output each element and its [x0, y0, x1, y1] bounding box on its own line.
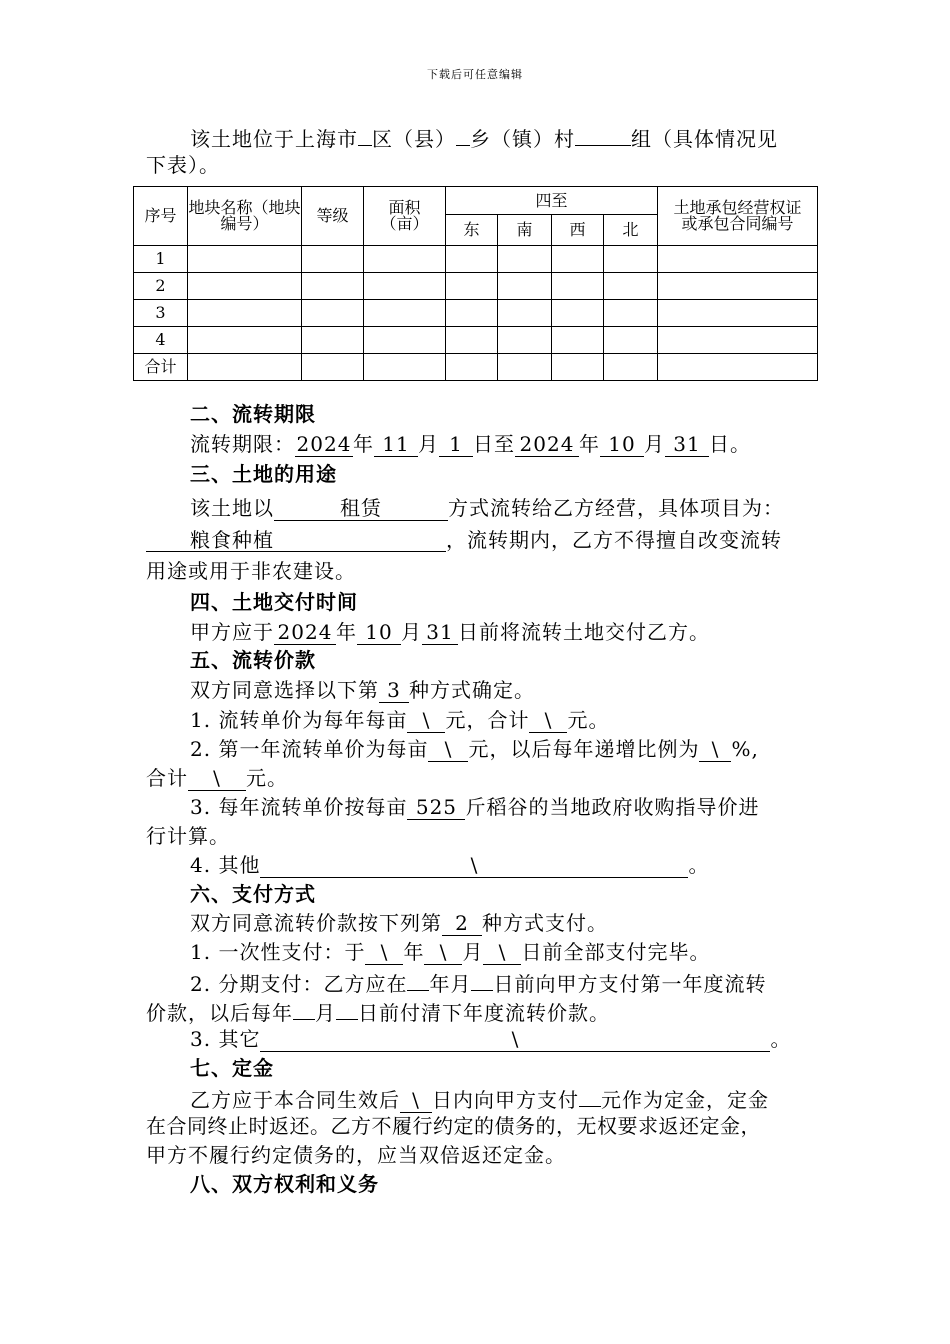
pay1-year: \	[365, 941, 403, 965]
delivery-text-a: 甲方应于	[190, 620, 274, 644]
deposit-amount-blank	[579, 1083, 601, 1107]
row-index: 2	[134, 273, 188, 300]
usage-text-c: ，流转期内，乙方不得擅自改变流转	[446, 528, 782, 552]
table-row	[134, 300, 818, 327]
pay2-text-a: 2. 分期支付：乙方应在	[190, 972, 408, 996]
col-header-area: 面积（亩）	[364, 187, 446, 246]
col-header-north: 北	[604, 215, 658, 246]
section-6-title: 六、支付方式	[190, 882, 316, 906]
pay1-text-b: 日前全部支付完毕。	[521, 940, 711, 964]
end-day: 31	[665, 433, 709, 457]
payment-choice: 2	[442, 912, 482, 936]
project-name: 粮食种植	[146, 529, 446, 552]
pay2-text-e: 月	[315, 1001, 336, 1025]
table-row	[134, 273, 818, 300]
township-blank	[456, 122, 470, 146]
usage-text-b: 方式流转给乙方经营，具体项目为：	[448, 496, 784, 520]
t-year: 年	[353, 432, 374, 456]
opt3-text-a: 3. 每年流转单价按每亩	[190, 795, 408, 819]
section-7-title: 七、定金	[190, 1056, 274, 1080]
start-day: 1	[439, 433, 473, 457]
opt3-rice-amount: 525	[407, 796, 465, 820]
t-day-to: 日至	[473, 432, 515, 456]
deposit-text-b: 日内向甲方支付	[432, 1088, 579, 1112]
opt2-increase-rate: \	[699, 738, 731, 762]
transfer-mode: 租赁	[274, 497, 448, 521]
t-year: 年	[579, 432, 600, 456]
pay3-text-b: 。	[770, 1027, 792, 1051]
start-month: 11	[374, 433, 418, 457]
intro-line-1	[190, 122, 778, 153]
t-month: 月	[418, 432, 439, 456]
row-index: 3	[134, 300, 188, 327]
t-month: 月	[644, 432, 665, 456]
deposit-text-c: 元作为定金，定金	[601, 1088, 769, 1112]
term-line	[190, 430, 751, 458]
usage-line-2	[146, 526, 782, 554]
row-index: 1	[134, 246, 188, 273]
deposit-line-2: 在合同终止时返还。乙方不履行约定的债务的，无权要求返还定金，	[146, 1114, 761, 1138]
opt1-total: \	[529, 709, 567, 733]
price-option-3	[190, 793, 759, 821]
price-option-3-cont: 行计算。	[146, 824, 230, 848]
price-choice-line	[190, 676, 535, 704]
opt1-text-b: 元，合计	[445, 708, 530, 732]
payment-text-b: 种方式支付。	[482, 911, 608, 935]
usage-line-1	[190, 494, 784, 522]
pay2-text-d: 价款，以后每年	[146, 1001, 293, 1025]
opt3-text-b: 斤稻谷的当地政府收购指导价进	[465, 795, 760, 819]
section-4-title: 四、土地交付时间	[190, 590, 358, 614]
t-day-end: 日。	[709, 432, 751, 456]
table-row	[134, 246, 818, 273]
land-table	[133, 186, 818, 381]
table-row	[134, 327, 818, 354]
intro-text-b: 区（县）	[372, 127, 456, 151]
price-text-a: 双方同意选择以下第	[190, 678, 379, 702]
section-5-title: 五、流转价款	[190, 648, 316, 672]
table-row-total	[134, 354, 818, 381]
intro-line-2: 下表）。	[146, 153, 220, 177]
deposit-line-1	[190, 1083, 769, 1114]
pay2-year-blank	[407, 967, 429, 991]
payment-text-a: 双方同意流转价款按下列第	[190, 911, 442, 935]
row-index: 4	[134, 327, 188, 354]
t-year: 年	[336, 620, 357, 644]
col-header-plot-name: 地块名称（地块编号）	[188, 187, 302, 246]
delivery-month: 10	[357, 621, 401, 645]
delivery-year: 2024	[274, 621, 336, 645]
section-8-title: 八、双方权利和义务	[190, 1172, 379, 1196]
term-label: 流转期限：	[190, 432, 295, 456]
pay2-month-blank	[293, 996, 315, 1020]
payment-option-1	[190, 938, 710, 966]
col-header-boundaries: 四至	[446, 187, 658, 215]
t-month: 月	[401, 620, 422, 644]
page-header: 下载后可任意编辑	[427, 68, 523, 81]
payment-option-3	[190, 1025, 791, 1053]
col-header-grade: 等级	[302, 187, 364, 246]
price-text-b: 种方式确定。	[409, 678, 535, 702]
district-blank	[358, 122, 372, 146]
usage-text-a: 该土地以	[190, 496, 274, 520]
group-blank	[575, 122, 631, 146]
pay3-other: \	[260, 1028, 770, 1052]
opt2-unit-price: \	[428, 738, 468, 762]
intro-text-a: 该土地位于上海市	[190, 127, 358, 151]
price-option-4	[190, 851, 709, 879]
col-header-certificate: 土地承包经营权证或承包合同编号	[658, 187, 818, 246]
col-header-index: 序号	[134, 187, 188, 246]
section-2-title: 二、流转期限	[190, 402, 316, 426]
pay2-day-blank	[471, 967, 493, 991]
opt4-text-b: 。	[688, 853, 710, 877]
payment-choice-line	[190, 909, 608, 937]
pay2-text-f: 日前付清下年度流转价款。	[358, 1001, 610, 1025]
opt2-text-e: 元。	[246, 766, 288, 790]
pay1-month: \	[424, 941, 462, 965]
opt2-total: \	[188, 767, 246, 791]
pay1-day: \	[483, 941, 521, 965]
opt2-text-c: %,	[731, 737, 759, 761]
end-month: 10	[600, 433, 644, 457]
col-header-east: 东	[446, 215, 498, 246]
opt1-text-a: 1. 流转单价为每年每亩	[190, 708, 408, 732]
col-header-west: 西	[552, 215, 604, 246]
payment-option-2-cont	[146, 996, 610, 1027]
col-header-south: 南	[498, 215, 552, 246]
opt4-text-a: 4. 其他	[190, 853, 261, 877]
pay3-text-a: 3. 其它	[190, 1027, 261, 1051]
end-year: 2024	[515, 433, 579, 457]
pay2-text-b: 年月	[429, 972, 472, 996]
pay2-text-c: 日前向甲方支付第一年度流转	[493, 972, 767, 996]
opt2-text-a: 2. 第一年流转单价为每亩	[190, 737, 429, 761]
price-option-2	[190, 735, 759, 763]
delivery-text-b: 日前将流转土地交付乙方。	[458, 620, 710, 644]
pay1-t-year: 年	[403, 940, 425, 964]
pay2-day-blank-2	[336, 996, 358, 1020]
price-choice: 3	[379, 679, 409, 703]
usage-line-3: 用途或用于非农建设。	[146, 559, 356, 583]
pay1-text-a: 1. 一次性支付：于	[190, 940, 366, 964]
start-year: 2024	[296, 432, 352, 456]
price-option-2-cont	[146, 764, 288, 792]
section-3-title: 三、土地的用途	[190, 462, 337, 486]
pay1-t-month: 月	[462, 940, 484, 964]
row-total-label: 合计	[134, 354, 188, 381]
intro-text-c: 乡（镇）村	[470, 127, 575, 151]
price-option-1	[190, 706, 609, 734]
payment-option-2	[190, 967, 766, 998]
opt1-unit-price: \	[407, 709, 445, 733]
deposit-text-a: 乙方应于本合同生效后	[190, 1088, 400, 1112]
opt2-text-b: 元，以后每年递增比例为	[468, 737, 700, 761]
delivery-day: 31	[422, 621, 458, 645]
opt4-other: \	[260, 854, 688, 878]
opt2-text-d: 合计	[146, 766, 188, 790]
delivery-line	[190, 618, 710, 646]
intro-text-d: 组（具体情况见	[631, 127, 778, 151]
deposit-days: \	[400, 1089, 432, 1113]
opt1-text-c: 元。	[567, 708, 610, 732]
deposit-line-3: 甲方不履行约定债务的，应当双倍返还定金。	[146, 1143, 566, 1167]
